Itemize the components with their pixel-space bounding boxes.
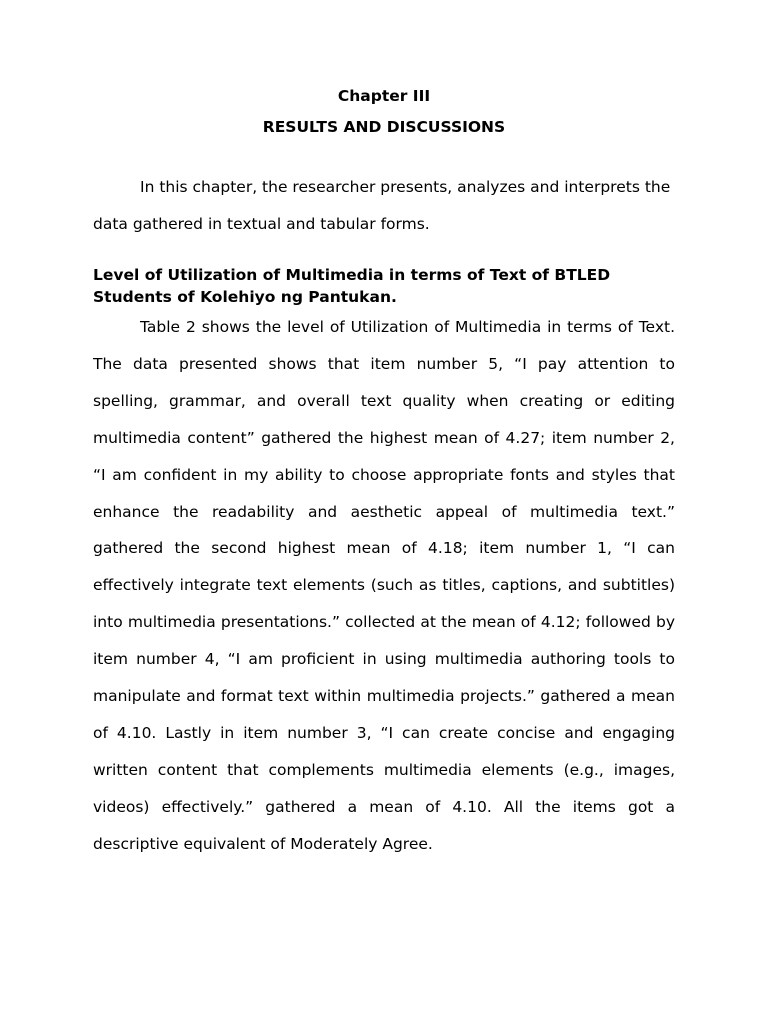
intro-paragraph: In this chapter, the researcher presents, analyzes and interprets the data gathered in textual and tabular forms. bbox=[93, 178, 671, 233]
chapter-number: Chapter III bbox=[337, 87, 431, 105]
section-heading: Level of Utilization of Multimedia in terms of Text of BTLED Students of Kolehiyo ng Pantukan. bbox=[93, 266, 611, 306]
body-paragraph: Table 2 shows the level of Utilization of Multimedia in terms of Text. The data presented shows that item number 5, “I pay attention to spelling, grammar, and overall text quality when creating or editing multimedia content” gathered the highest mean of 4.27; item number 2, “I am confident in my ability to choose appropriate fonts and styles that enhance the readability and aesthetic appeal of multimedia text.” gathered the second highest mean of 4.18; item number 1, “I can effectively integrate text elements (such as titles, captions, and subtitles) into multimedia presentations.” collected at the mean of 4.12; followed by item number 4, “I am proficient in using multimedia authoring tools to manipulate and format text within multimedia projects.” gathered a mean of 4.10. Lastly in item number 3, “I can create concise and engaging written content that complements multimedia elements (e.g., images, videos) effectively.” gathered a mean of 4.10. All the items got a descriptive equivalent of Moderately Agree. bbox=[93, 318, 675, 853]
chapter-title: RESULTS AND DISCUSSIONS bbox=[262, 118, 506, 136]
